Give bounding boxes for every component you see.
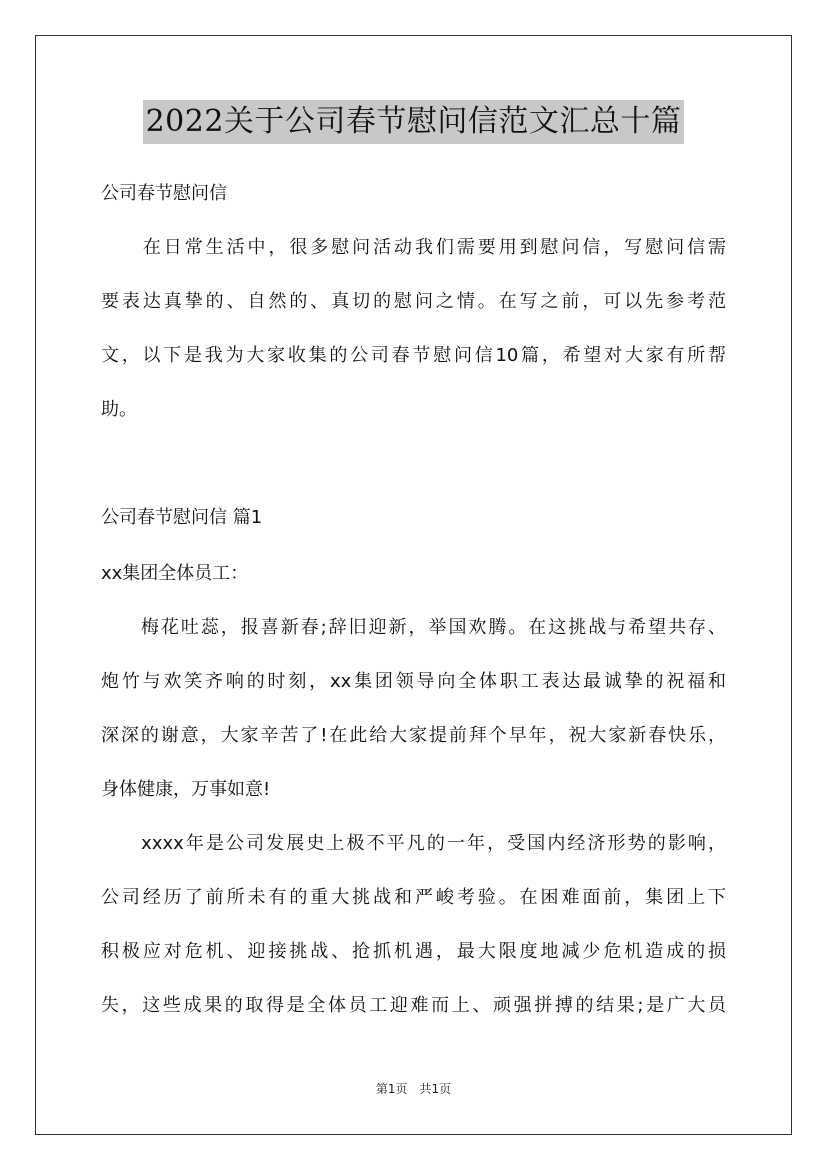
title-container [0,100,827,144]
document-title: 2022关于公司春节慰问信范文汇总十篇 [143,100,685,144]
paragraph-line: 助。 [101,399,137,420]
salutation: xx集团全体员工： [101,563,249,584]
paragraph-line: 要表达真挚的、自然的、真切的慰问之情。在写之前，可以先参考范 [101,291,726,312]
paragraph-line: 在日常生活中，很多慰问活动我们需要用到慰问信，写慰问信需 [101,237,726,258]
section-heading: 公司春节慰问信 篇1 [101,507,263,528]
paragraph-line: 公司经历了前所未有的重大挑战和严峻考验。在困难面前，集团上下 [101,887,726,908]
paragraph-line: 深深的谢意，大家辛苦了!在此给大家提前拜个早年，祝大家新春快乐， [101,725,726,746]
paragraph-line: xxxx年是公司发展史上极不平凡的一年，受国内经济形势的影响， [101,833,726,854]
paragraph-line: 炮竹与欢笑齐响的时刻，xx集团领导向全体职工表达最诚挚的祝福和 [101,671,726,692]
page-footer: 第1页 共1页 [375,1082,452,1096]
section-heading: 公司春节慰问信 [101,183,227,204]
paragraph-line: 身体健康，万事如意! [101,779,271,800]
paragraph-line: 梅花吐蕊，报喜新春;辞旧迎新，举国欢腾。在这挑战与希望共存、 [101,617,726,638]
paragraph-line: 文，以下是我为大家收集的公司春节慰问信10篇，希望对大家有所帮 [101,345,726,366]
paragraph-line: 失，这些成果的取得是全体员工迎难而上、顽强拼搏的结果;是广大员 [101,995,726,1016]
paragraph-line: 积极应对危机、迎接挑战、抢抓机遇，最大限度地减少危机造成的损 [101,941,726,962]
